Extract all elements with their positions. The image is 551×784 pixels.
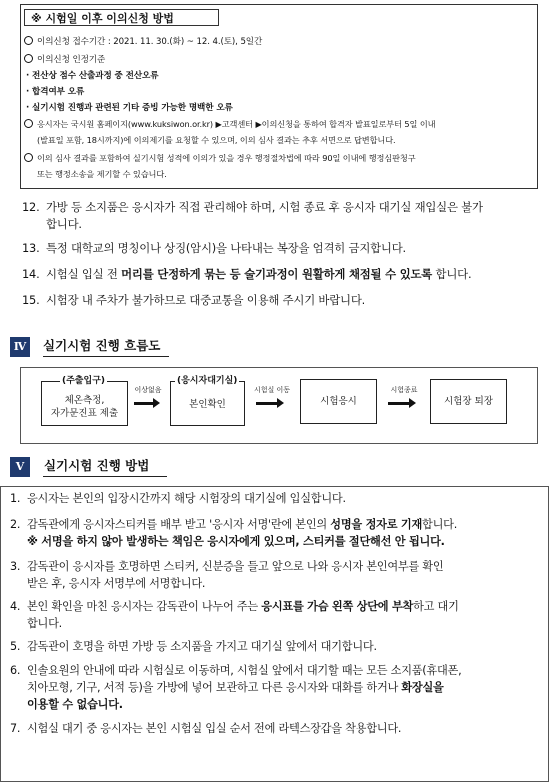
flow-arrow-1-label: 이상없음 [134, 386, 162, 394]
section-4-badge: Ⅳ [10, 337, 30, 357]
flow-step-waiting-room: 본인확인 [170, 381, 245, 426]
section-5-title: 실기시험 진행 방법 [44, 458, 150, 473]
section-4-title: 실기시험 진행 흐름도 [43, 338, 161, 353]
objection-criteria-heading: 이의신청 인정기준 [24, 54, 105, 66]
circle-bullet-icon [24, 119, 33, 128]
rule-15: 15. 시험장 내 주차가 불가하므로 대중교통을 이용해 주시기 바랍니다. [22, 293, 366, 307]
objection-criteria-2: · 합격여부 오류 [26, 87, 85, 97]
right-arrow-icon [134, 402, 154, 405]
objection-procedure-1: 응시자는 국시원 홈페이지(www.kuksiwon.or.kr) ▶고객센터 ▶이의신청을 통하여 합격자 발표일로부터 5일 이내 [24, 118, 435, 130]
circle-bullet-icon [24, 153, 33, 162]
section-5-badge: Ⅴ [10, 457, 30, 477]
section-4-underline [43, 356, 169, 357]
rule-14: 14. 시험실 입실 전 머리를 단정하게 묶는 등 술기과정이 원활하게 채점될 수 있도록 합니다. [22, 267, 472, 281]
objection-appeal-2: 또는 행정소송을 제기할 수 있습니다. [37, 169, 167, 179]
method-item-6: 6. 인솔요원의 안내에 따라 시험실로 이동하며, 시험실 앞에서 대기할 때는 모든 소지품(휴대폰, 치아모형, 기구, 서적 등)을 가방에 넣어 보관하고 다른 응시자와 대화를 하거나 화장실을 이용할 수 없습니다. [10, 664, 462, 711]
objection-title: ※ 시험일 이후 이의신청 방법 [24, 9, 219, 26]
right-arrow-icon [256, 402, 278, 405]
flow-step-entrance: 체온측정, 자가문진표 제출 [41, 381, 128, 426]
flow-arrow-2-label: 시험실 이동 [253, 386, 291, 394]
circle-bullet-icon [24, 36, 33, 45]
rule-12: 12. 가방 등 소지품은 응시자가 직접 관리해야 하며, 시험 종료 후 응시자 대기실 재입실은 불가 합니다. [22, 200, 483, 231]
method-item-4: 4. 본인 확인을 마친 응시자는 감독관이 나누어 주는 응시표를 가슴 왼쪽 상단에 부착하고 대기 합니다. [10, 600, 459, 630]
flow-step-entrance-tag: (주출입구) [62, 376, 106, 386]
objection-criteria-1: · 전산상 점수 산출과정 중 전산오류 [26, 71, 159, 81]
method-item-7: 7. 시험실 대기 중 응시자는 본인 시험실 입실 순서 전에 라텍스장갑을 착용합니다. [10, 722, 402, 735]
objection-appeal-1: 이의 심사 결과를 포함하여 실기시험 성적에 이의가 있을 경우 행정절차법에 따라 90일 이내에 행정심판청구 [24, 152, 416, 164]
circle-bullet-icon [24, 54, 33, 63]
right-arrow-icon [388, 402, 410, 405]
rule-13: 13. 특정 대학교의 명칭이나 상징(암시)을 나타내는 복장을 엄격히 금지합니다. [22, 241, 406, 255]
method-item-3: 3. 감독관이 응시자를 호명하면 스티커, 신분증을 들고 앞으로 나와 응시자 본인여부를 확인 받은 후, 응시자 서명부에 서명합니다. [10, 560, 444, 590]
flow-step-exam: 시험응시 [300, 379, 377, 424]
method-item-1: 1. 응시자는 본인의 입장시간까지 해당 시험장의 대기실에 입실합니다. [10, 492, 346, 505]
flow-arrow-3-label: 시험종료 [390, 386, 418, 394]
objection-criteria-3: · 실기시험 진행과 관련된 기타 증빙 가능한 명백한 오류 [26, 103, 233, 113]
objection-period: 이의신청 접수기간 : 2021. 11. 30.(화) ~ 12. 4.(토), 5일간 [24, 36, 262, 48]
flow-step-waiting-room-tag: (응시자대기실) [177, 376, 238, 386]
method-item-2: 2. 감독관에게 응시자스티커를 배부 받고 '응시자 서명'란에 본인의 성명을 정자로 기재합니다. ※ 서명을 하지 않아 발생하는 책임은 응시자에게 있으며, 스티커를 절단해선 안 됩니다. [10, 518, 458, 548]
section-5-underline [43, 476, 167, 477]
method-item-5: 5. 감독관이 호명을 하면 가방 등 소지품을 가지고 대기실 앞에서 대기합니다. [10, 640, 377, 653]
objection-procedure-2: (발표일 포함, 18시까지)에 이의제기를 요청할 수 있으며, 이의 심사 결과는 추후 서면으로 답변합니다. [37, 135, 396, 145]
flow-step-exit: 시험장 퇴장 [430, 379, 507, 424]
